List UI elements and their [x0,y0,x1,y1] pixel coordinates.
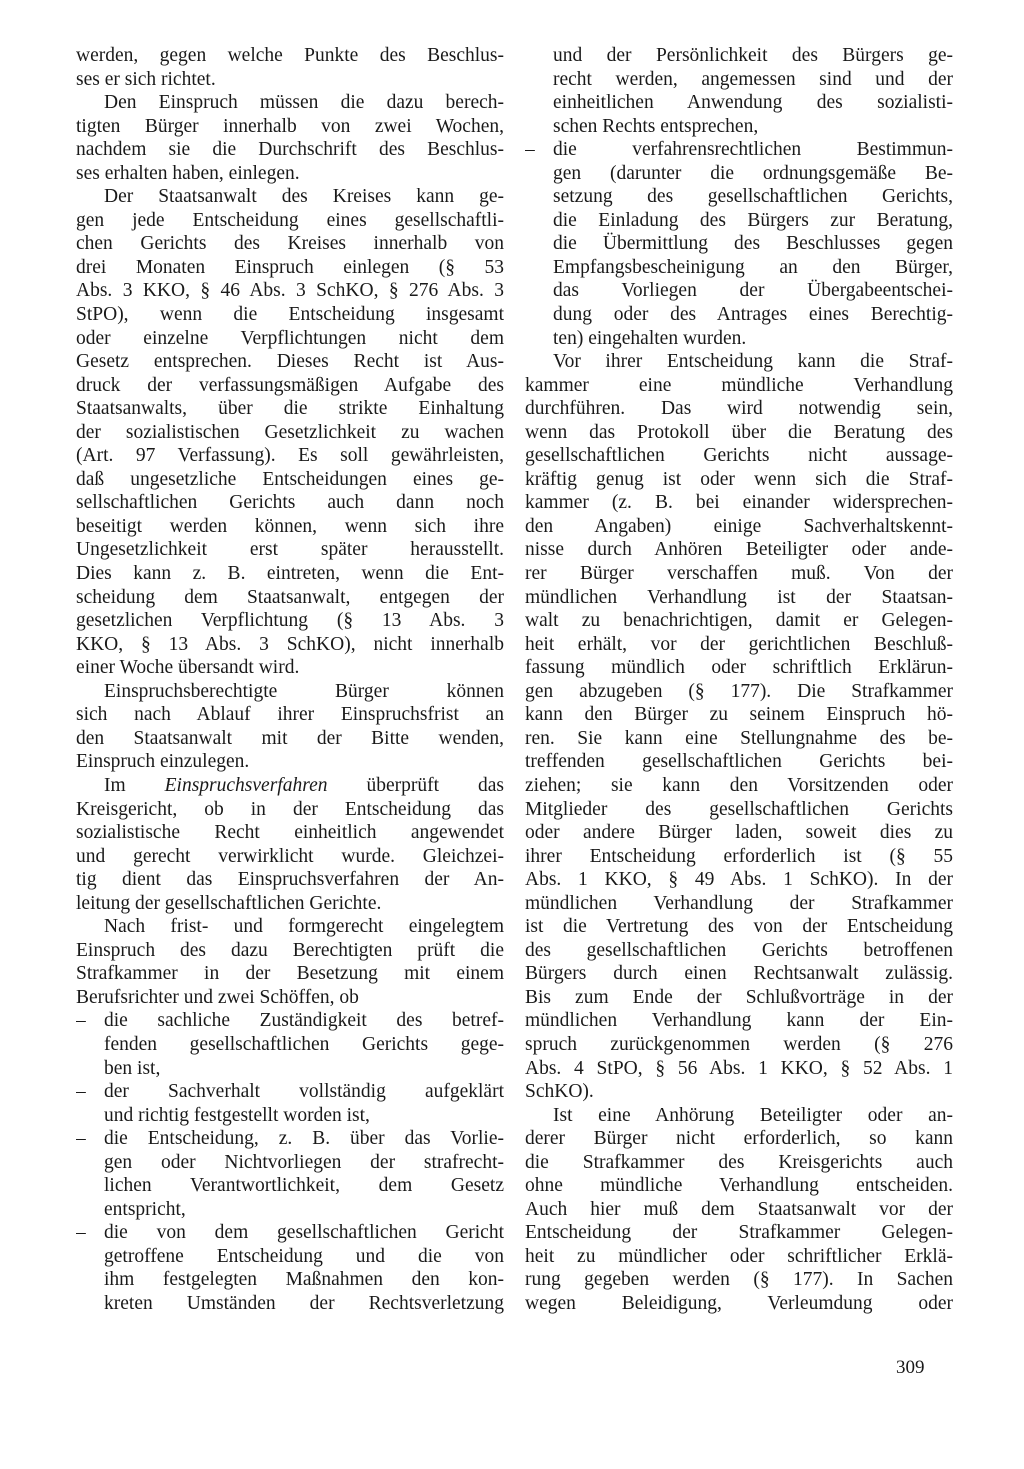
text-line: sozialistische Recht einheitlich angewendet [76,822,504,844]
text-line: den Staatsanwalt mit der Bitte wenden, [76,727,504,749]
text-line: schen Rechts entsprechen, [553,115,759,137]
text-line: Dies kann z. B. eintreten, wenn die Ent- [76,563,504,585]
text-line: gen abzugeben (§ 177). Die Strafkammer [525,680,953,702]
text-line: Mitglieder des gesellschaftlichen Gerichts [525,798,953,820]
text-line: Der Staatsanwalt des Kreises kann ge- [104,186,504,208]
text-line: der sozialistischen Gesetzlichkeit zu wachen [76,421,504,443]
text-line: und gerecht verwirklicht wurde. Gleichzei- [76,845,504,867]
text-line: gen (darunter die ordnungsgemäße Be- [553,162,953,184]
text-line: des gesellschaftlichen Gerichts betroffenen [525,939,953,961]
text-line: Abs. 3 KKO, § 46 Abs. 3 SchKO, § 276 Abs. 3 [76,280,504,302]
text-line: Abs. 4 StPO, § 56 Abs. 1 KKO, § 52 Abs. 1 [525,1057,953,1079]
text-line: und richtig festgestellt worden ist, [104,1104,370,1126]
text-line: ist die Vertretung des von der Entscheidung [525,916,953,938]
text-line: getroffene Entscheidung und die von [104,1245,504,1267]
text-line: ses erhalten haben, einlegen. [76,162,300,184]
text-line: den Angaben) einige Sachverhaltskennt- [525,515,953,537]
text-line: Entscheidung der Strafkammer Gelegen- [525,1222,953,1244]
text-line: KKO, § 13 Abs. 3 SchKO), nicht innerhalb [76,633,504,655]
text-line: Empfangsbescheinigung an den Bürger, [553,256,953,278]
text-line: tigten Bürger innerhalb von zwei Wochen, [76,115,504,137]
text-line: StPO), wenn die Entscheidung insgesamt [76,304,504,326]
text-line: gen oder Nichtvorliegen der strafrecht- [104,1151,504,1173]
text-line: mündlichen Verhandlung ist der Staatsan- [525,586,953,608]
text-line: ren. Sie kann eine Stellungnahme des be- [525,727,953,749]
text-line: – die von dem gesellschaftlichen Gericht [76,1221,504,1245]
text-line: Ungesetzlichkeit erst später herausstellt. [76,539,504,561]
text-line: Abs. 1 KKO, § 49 Abs. 1 SchKO). In der [525,869,953,891]
text-line: setzung des gesellschaftlichen Gerichts, [553,186,953,208]
text-line: Im Einspruchsverfahren überprüft das [104,774,504,796]
text-line: mündlichen Verhandlung der Strafkammer [525,892,953,914]
text-line: Einspruch einzulegen. [76,751,250,773]
emphasized-term: Einspruchsverfahren [164,774,328,796]
text-line: Kreisgericht, ob in der Entscheidung das [76,798,504,820]
text-line: Auch hier muß dem Staatsanwalt vor der [525,1198,953,1220]
text-line: rung gegeben werden (§ 177). In Sachen [525,1269,953,1291]
text-line: kann den Bürger zu seinem Einspruch hö- [525,704,953,726]
text-line: werden, gegen welche Punkte des Beschlus- [76,45,504,66]
text-line: durchführen. Das wird notwendig sein, [525,398,953,420]
text-line: spruch zurückgenommen werden (§ 276 [525,1033,953,1055]
text-line: tig dient das Einspruchsverfahren der An- [76,869,504,891]
text-line: lichen Verantwortlichkeit, dem Gesetz [104,1175,504,1197]
text-line: kammer (z. B. bei einander widersprechen- [525,492,953,514]
text-line: wenn das Protokoll über die Beratung des [525,421,953,443]
text-line: kräftig genug ist oder wenn sich die Straf- [525,468,953,490]
text-line: Gesetz entsprechen. Dieses Recht ist Aus- [76,351,504,373]
text-line: Den Einspruch müssen die dazu berech- [104,92,504,114]
text-line: daß ungesetzliche Entscheidungen eines ge- [76,468,504,490]
text-line: derer Bürger nicht erforderlich, so kann [525,1128,953,1150]
right-column [525,44,953,1316]
text-line: die Einladung des Bürgers zur Beratung, [553,209,953,231]
text-line: wegen Beleidigung, Verleumdung oder [525,1292,953,1314]
text-line: sellschaftlichen Gerichts auch dann noch [76,492,504,514]
text-line: ses er sich richtet. [76,68,216,90]
text-line: Berufsrichter und zwei Schöffen, ob [76,986,359,1008]
text-line: einheitlichen Anwendung des sozialisti- [553,92,953,114]
text-line: ben ist, [104,1057,161,1079]
text-line: chen Gerichts des Kreises innerhalb von [76,233,504,255]
text-line: heit zu mündlicher oder schriftlicher Erklä- [525,1245,953,1267]
text-line: ten) eingehalten wurden. [553,327,747,349]
text-line: drei Monaten Einspruch einlegen (§ 53 [76,256,504,278]
text-line: – der Sachverhalt vollständig aufgeklärt [76,1080,504,1104]
text-line: einer Woche übersandt wird. [76,657,300,679]
text-line: – die sachliche Zuständigkeit des betref- [76,1009,504,1033]
text-line: nachdem sie die Durchschrift des Beschlus- [76,139,504,161]
text-line: Bis zum Ende der Schlußvorträge in der [525,986,953,1008]
text-line: dung oder des Antrages eines Berechtig- [553,304,953,326]
text-line: oder einzelne Verpflichtungen nicht dem [76,327,504,349]
text-line: Ist eine Anhörung Beteiligter oder an- [553,1104,953,1126]
text-line: nisse durch Anhören Beteiligter oder ande- [525,539,953,561]
text-line: gen jede Entscheidung eines gesellschaftli- [76,209,504,231]
text-line: – die Entscheidung, z. B. über das Vorlie- [76,1127,504,1151]
text-line: kammer eine mündliche Verhandlung [525,374,953,396]
text-line: Einspruch des dazu Berechtigten prüft die [76,939,504,961]
page-number: 309 [896,1357,925,1378]
text-line: Strafkammer in der Besetzung mit einem [76,963,504,985]
text-line: das Vorliegen der Übergabeentschei- [553,280,953,302]
text-line: leitung der gesellschaftlichen Gerichte. [76,892,382,914]
text-line: Bürgers durch einen Rechtsanwalt zulässig. [525,963,953,985]
text-line: gesetzlichen Verpflichtung (§ 13 Abs. 3 [76,610,504,632]
text-line: Einspruchsberechtigte Bürger können [104,680,504,702]
text-line: (Art. 97 Verfassung). Es soll gewährleisten, [76,445,504,467]
text-line: druck der verfassungsmäßigen Aufgabe des [76,374,504,396]
text-line: Vor ihrer Entscheidung kann die Straf- [553,351,953,373]
text-line: ihm festgelegten Maßnahmen den kon- [104,1269,504,1291]
text-line: die Übermittlung des Beschlusses gegen [553,233,953,255]
text-line: entspricht, [104,1198,186,1220]
text-line: ihrer Entscheidung erforderlich ist (§ 55 [525,845,953,867]
text-line: oder andere Bürger laden, soweit dies zu [525,822,953,844]
text-line: gesellschaftlichen Gerichts nicht aussage- [525,445,953,467]
text-line: recht werden, angemessen sind und der [553,68,953,90]
text-line: kreten Umständen der Rechtsverletzung [104,1292,504,1314]
text-line: treffenden gesellschaftlichen Gerichts bei- [525,751,953,773]
text-line: fassung mündlich oder schriftlich Erklärun- [525,657,953,679]
left-column [76,44,504,1316]
text-line: fenden gesellschaftlichen Gerichts gege- [104,1033,504,1055]
text-line: ohne mündliche Verhandlung entscheiden. [525,1175,953,1197]
text-line: Staatsanwalts, über die strikte Einhaltung [76,398,504,420]
text-line: heit erhält, vor der gerichtlichen Beschluß- [525,633,953,655]
text-line: mündlichen Verhandlung kann der Ein- [525,1010,953,1032]
text-line: sich nach Ablauf ihrer Einspruchsfrist an [76,704,504,726]
text-line: ziehen; sie kann den Vorsitzenden oder [525,774,953,796]
text-line: die Strafkammer des Kreisgerichts auch [525,1151,953,1173]
text-line: beseitigt werden können, wenn sich ihre [76,515,504,537]
text-line: und der Persönlichkeit des Bürgers ge- [553,45,953,66]
text-line: – die verfahrensrechtlichen Bestimmun- [525,138,953,162]
text-line: rer Bürger verschaffen muß. Von der [525,563,953,585]
text-line: SchKO). [525,1081,594,1103]
text-line: walt zu benachrichtigen, damit er Gelegen- [525,610,953,632]
text-line: Nach frist- und formgerecht eingelegtem [104,916,504,938]
text-line: scheidung dem Staatsanwalt, entgegen der [76,586,504,608]
